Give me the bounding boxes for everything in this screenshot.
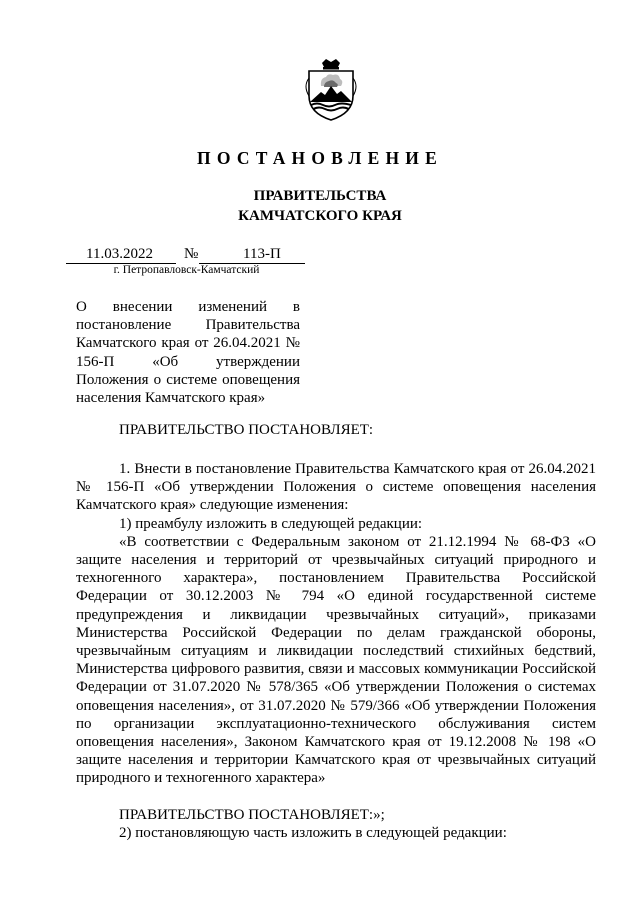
document-title: ПОСТАНОВЛЕНИЕ [197, 148, 443, 168]
body-paragraph: 2) постановляющую часть изложить в следующей редакции: [119, 824, 507, 841]
coat-of-arms-icon [295, 56, 367, 122]
authority-line-2: КАМЧАТСКОГО КРАЯ [238, 208, 402, 224]
number-label: № [184, 246, 199, 262]
document-body [76, 460, 596, 842]
body-paragraph: 1. Внести в постановление Правительства Камчатского края от 26.04.2021 № 156-П «Об утверждении Положения о системе оповещения населения Камчатского края» следующие изменения: [76, 461, 596, 514]
issuing-authority [0, 186, 640, 226]
body-paragraph: 1) преамбулу изложить в следующей редакции: [119, 515, 423, 532]
document-date: 11.03.2022 [86, 246, 153, 262]
document-number: 113-П [243, 246, 281, 262]
preamble-quote: «В соответствии с Федеральным законом от 21.12.1994 № 68-ФЗ «О защите населения и территорий от чрезвычайных ситуаций природного и техногенного характера», постановлением Правительства Российской Федерации от 30.12.2003 № 794 «О единой государственной системе предупреждения и ликвидации чрезвычайных ситуаций», приказами Министерства Российской Федерации по делам гражданской обороны, чрезвычайным ситуациям и ликвидации последствий стихийных бедствий, Министерства цифрового развития, связи и массовых коммуникации Российской Федерации от 31.07.2020 № 578/365 «Об утверждении Положения о системах оповещения населения», от 31.07.2020 № 579/366 «Об утверждении Положения по организации эксплуатационно-технического обслуживания систем оповещения населения», Законом Камчатского края от 19.12.2008 № 198 «О защите населения и территории Камчатского края от чрезвычайных ситуаций природного и техногенного характера» [76, 533, 596, 787]
document-subject: О внесении изменений в постановление Правительства Камчатского края от 26.04.2021 № 156-П «Об утверждении Положения о системе оповещения населения Камчатского края» [76, 299, 300, 407]
body-paragraph: ПРАВИТЕЛЬСТВО ПОСТАНОВЛЯЕТ:»; [119, 806, 385, 823]
authority-line-1: ПРАВИТЕЛЬСТВА [253, 188, 387, 204]
decree-heading: ПРАВИТЕЛЬСТВО ПОСТАНОВЛЯЕТ: [119, 422, 374, 438]
issue-city: г. Петропавловск-Камчатский [113, 264, 260, 276]
